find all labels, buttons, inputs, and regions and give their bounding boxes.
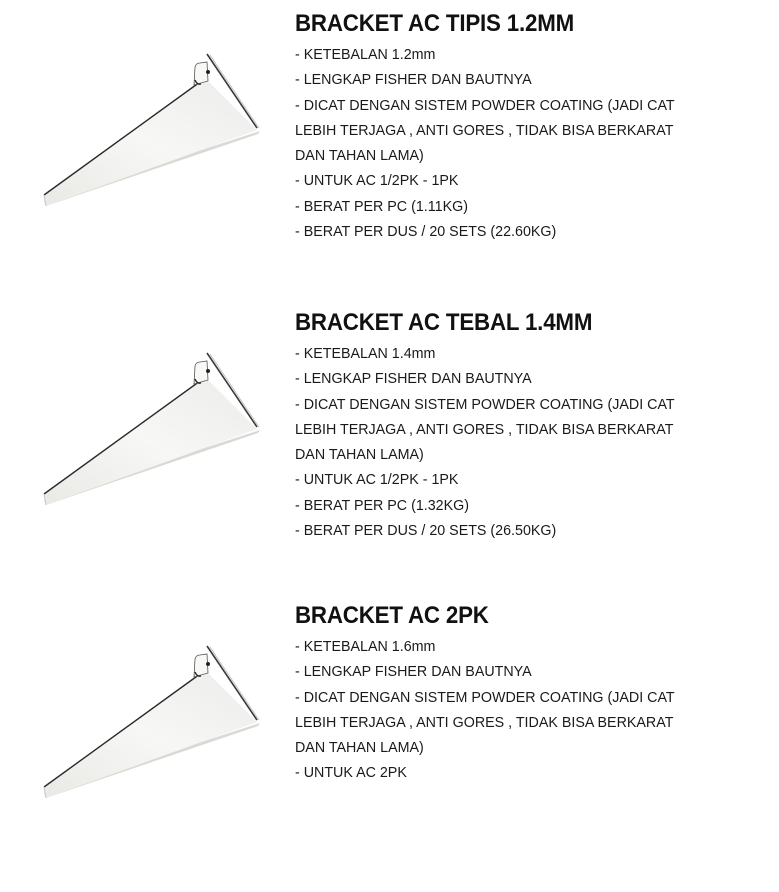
product-spec (295, 307, 765, 543)
mounting-hole-icon (206, 369, 210, 373)
product-spec (295, 600, 765, 786)
bracket-image (30, 632, 270, 812)
product-bracket-tipis (0, 0, 779, 300)
spec-weight-box: - BERAT PER DUS / 20 SETS (22.60KG) (295, 223, 557, 241)
product-spec (295, 8, 765, 244)
spec-coating: - DICAT DENGAN SISTEM POWDER COATING (JADI CAT (295, 96, 675, 114)
product-bracket-2pk (0, 592, 779, 892)
spec-thickness: - KETEBALAN 1.4mm (295, 345, 436, 362)
spec-coating: - DICAT DENGAN SISTEM POWDER COATING (JADI CAT (295, 395, 675, 413)
spec-accessories: - LENGKAP FISHER DAN BAUTNYA (295, 71, 532, 89)
mounting-hole-icon (206, 662, 210, 666)
spec-accessories: - LENGKAP FISHER DAN BAUTNYA (295, 663, 532, 681)
bracket-image (30, 40, 270, 220)
spec-thickness: - KETEBALAN 1.2mm (295, 46, 436, 63)
spec-weight-pc: - BERAT PER PC (1.11KG) (295, 197, 468, 215)
product-title: BRACKET AC 2PK (295, 602, 489, 629)
spec-coating-end: DAN TAHAN LAMA) (295, 446, 424, 464)
spec-coating-cont: LEBIH TERJAGA , ANTI GORES , TIDAK BISA BERKARAT (295, 420, 674, 438)
product-title: BRACKET AC TIPIS 1.2MM (295, 10, 575, 37)
spec-accessories: - LENGKAP FISHER DAN BAUTNYA (295, 370, 532, 388)
spec-weight-pc: - BERAT PER PC (1.32KG) (295, 496, 470, 514)
bracket-image (30, 339, 270, 519)
spec-capacity: - UNTUK AC 1/2PK - 1PK (295, 471, 459, 489)
spec-coating: - DICAT DENGAN SISTEM POWDER COATING (JADI CAT (295, 688, 675, 706)
mounting-hole-icon (206, 70, 210, 74)
spec-coating-cont: LEBIH TERJAGA , ANTI GORES , TIDAK BISA BERKARAT (295, 713, 674, 731)
product-title: BRACKET AC TEBAL 1.4MM (295, 309, 593, 336)
spec-coating-cont: LEBIH TERJAGA , ANTI GORES , TIDAK BISA BERKARAT (295, 121, 674, 139)
spec-coating-end: DAN TAHAN LAMA) (295, 739, 424, 757)
spec-capacity: - UNTUK AC 1/2PK - 1PK (295, 172, 459, 190)
spec-coating-end: DAN TAHAN LAMA) (295, 147, 424, 165)
product-bracket-tebal (0, 299, 779, 599)
spec-capacity: - UNTUK AC 2PK (295, 764, 407, 782)
spec-thickness: - KETEBALAN 1.6mm (295, 638, 436, 655)
spec-list (295, 634, 765, 786)
spec-weight-box: - BERAT PER DUS / 20 SETS (26.50KG) (295, 522, 557, 540)
spec-list (295, 341, 765, 543)
spec-list (295, 42, 765, 244)
